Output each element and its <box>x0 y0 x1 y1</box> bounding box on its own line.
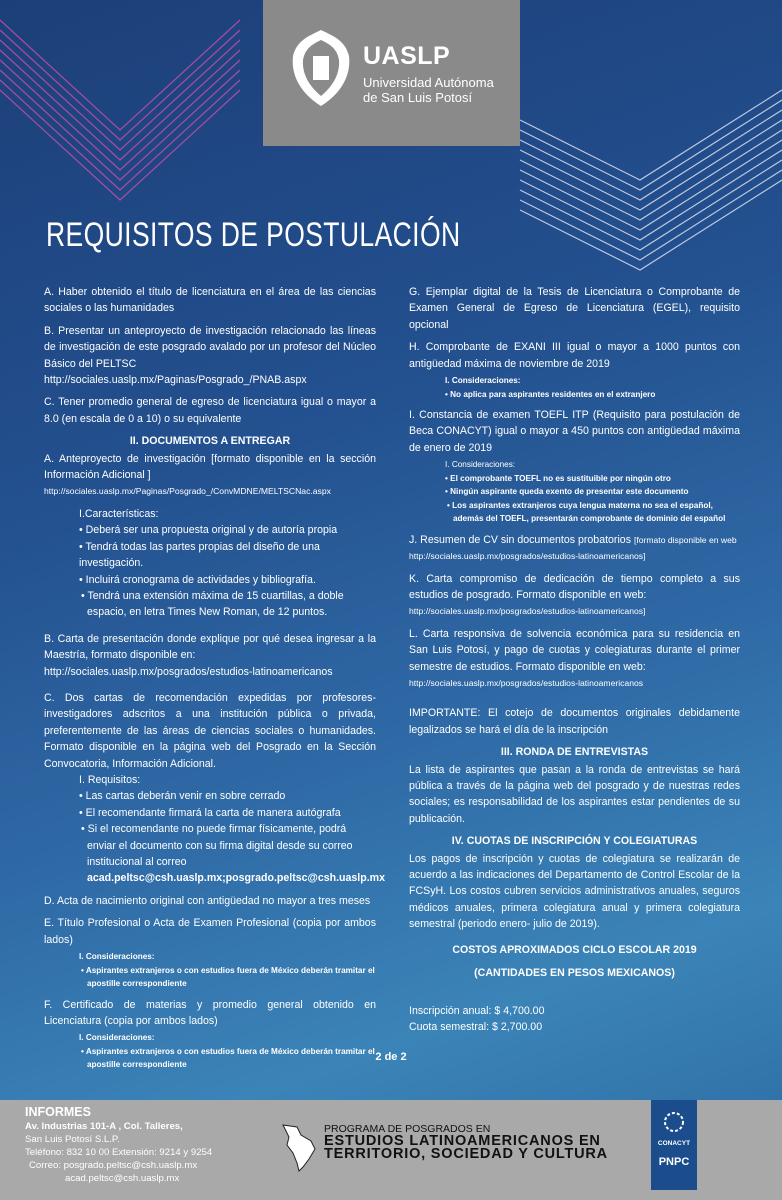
uaslp-shield-icon <box>287 26 355 110</box>
req-c: C. Tener promedio general de egreso de licenciatura igual o mayor a 8.0 (en escala de 0 a 10) o su equivalente <box>44 396 376 425</box>
uaslp-logo-box <box>263 0 520 146</box>
doc-f-considerations: I. Consideraciones: • Aspirantes extranjeros o con estudios fuera de México deberán tramitar el apostille correspondiente <box>79 1033 375 1070</box>
section-entrevistas: III. RONDA DE ENTREVISTAS <box>500 746 649 759</box>
section-documentos: II. DOCUMENTOS A ENTREGAR <box>129 435 291 448</box>
doc-h-considerations: I. Consideraciones: • No aplica para aspirantes residentes en el extranjero <box>445 376 656 399</box>
footer <box>0 1100 782 1200</box>
contact-info: Av. Industrias 101-A , Col. Talleres, San Luis Potosí S.L.P. Teléfono: 832 10 00 Extensión: 9214 y 9254 Correo: posgrado.peltsc@csh.uaslp.mx acad.peltsc@csh.uaslp.mx <box>25 1121 213 1184</box>
doc-e-considerations: I. Consideraciones: • Aspirantes extranjeros o con estudios fuera de México deberán tramitar el apostille correspondiente <box>79 952 375 989</box>
doc-k: K. Carta compromiso de dedicación de tiempo completo a sus estudios de posgrado. Formato disponible en web: http://sociales.uaslp.mx/posgrados/estudios-latinoamericanos] <box>409 572 740 617</box>
doc-a-url: http://sociales.uaslp.mx/Paginas/Posgrado_/ConvMDNE/MELTSCNac.aspx <box>44 486 331 497</box>
doc-f: F. Certificado de materias y promedio general obtenido en Licenciatura (copia por ambos lados) <box>44 998 376 1027</box>
doc-e: E. Título Profesional o Acta de Examen Profesional (copia por ambos lados) <box>44 917 376 946</box>
logo-university-name: Universidad Autónoma de San Luis Potosí <box>363 75 494 105</box>
informes-heading: INFORMES <box>25 1105 91 1119</box>
doc-j: J. Resumen de CV sin documentos probatorios [formato disponible en web http://sociales.uaslp.mx/posgrados/estudios-latinoamericanos] <box>409 533 737 562</box>
doc-a: A. Anteproyecto de investigación [formato disponible en la sección Información Adicional ] <box>44 452 376 482</box>
doc-l: L. Carta responsiva de solvencia económica para su residencia en San Luis Potosí, y pago de cuotas y colegiaturas durante el primer semestre de estudios. Formato disponible en web: http://sociales.uaslp.mx/posgrados/estudios-latinoamericanos <box>409 627 740 688</box>
semestral-cost: Cuota semestral: $ 2,700.00 <box>409 1021 543 1034</box>
doc-d: D. Acta de nacimiento original con antigüedad no mayor a tres meses <box>44 894 371 907</box>
page-number: 2 de 2 <box>375 1051 407 1063</box>
section-cuotas: IV. CUOTAS DE INSCRIPCIÓN Y COLEGIATURAS <box>451 835 698 848</box>
costos-heading: COSTOS APROXIMADOS CICLO ESCOLAR 2019 (CANTIDADES EN PESOS MEXICANOS) <box>452 943 697 979</box>
req-b-url: http://sociales.uaslp.mx/Paginas/Posgrado_/PNAB.aspx <box>44 374 307 387</box>
program-name: PROGRAMA DE POSGRADOS EN ESTUDIOS LATINOAMERICANOS EN TERRITORIO, SOCIEDAD Y CULTURA <box>324 1123 608 1162</box>
conacyt-pnpc-badge: CONACYT PNPC <box>651 1100 697 1190</box>
right-column <box>409 284 740 1036</box>
doc-i: I. Constancia de examen TOEFL ITP (Requisito para postulación de Beca CONACYT) igual o mayor a 450 puntos con antigüedad máxima de enero de 2019 <box>409 409 740 454</box>
doc-i-considerations: I. Consideraciones: • El comprobante TOEFL no es sustituible por ningún otro • Ningún aspirante queda exento de presentar este documento • Los aspirantes extranjeros cuya lengua materna no sea el español, además del TOEFL, presentarán comprobante de dominio del español <box>445 460 726 524</box>
doc-c-requirements: I. Requisitos: • Las cartas deberán venir en sobre cerrado • El recomendante firmará la carta de manera autógrafa • Si el recomendante no puede firmar físicamente, podrá enviar el documento con su firma digital desde su correo institucional al correo acad.peltsc@csh.uaslp.mx;posgrado.peltsc@csh.uaslp.mx <box>79 773 385 885</box>
inscripcion-cost: Inscripción anual: $ 4,700.00 <box>409 1004 545 1017</box>
doc-a-characteristics: I.Características: • Deberá ser una propuesta original y de autoría propia • Tendrá todas las partes propias del diseño de una investigación. • Incluirá cronograma de actividades y bibliografía. • Tendrá una extensión máxima de 15 cuartillas, a doble espacio, en letra Times New Roman, de 12 puntos. <box>79 507 344 619</box>
left-column <box>44 284 385 1078</box>
importante-note: IMPORTANTE: El cotejo de documentos originales debidamente legalizados se hará el día de la inscripción <box>409 707 740 736</box>
doc-b: B. Carta de presentación donde explique por qué desea ingresar a la Maestría, formato disponible en: http://sociales.uaslp.mx/posgrados/estudios-latinoamericanos <box>44 632 376 678</box>
doc-g: G. Ejemplar digital de la Tesis de Licenciatura o Comprobante de Examen General de Egreso de Licenciatura (EGEL), requisito opcional <box>409 286 740 331</box>
logo-acronym: UASLP <box>363 42 451 70</box>
entrevistas-text: La lista de aspirantes que pasan a la ronda de entrevistas se hará pública a través de la página web del posgrado y de nuestras redes sociales; es responsabilidad de los aspirantes estar pendientes de su publicación. <box>409 763 740 825</box>
conacyt-icon <box>664 1112 684 1132</box>
req-a: A. Haber obtenido el título de licenciatura en el área de las ciencias sociales o las humanidades <box>44 286 376 315</box>
latin-america-map-icon <box>281 1123 319 1173</box>
cuotas-text: Los pagos de inscripción y cuotas de colegiatura se realizarán de acuerdo a las indicaciones del Departamento de Control Escolar de la FCSyH. Los costos cubren servicios administrativos anuales, seguros médicos anuales, primera colegiatura anual y primera colegiatura semestral (periodo enero- julio de 2019). <box>409 852 740 931</box>
page-title: REQUISITOS DE POSTULACIÓN <box>46 216 461 254</box>
req-b: B. Presentar un anteproyecto de investigación relacionado las líneas de investigación de este posgrado avalado por un profesor del Núcleo Básico del PELTSC http://sociales.uaslp.mx/Paginas/Posgrado_/PNAB.aspx <box>44 323 376 389</box>
recommendation-email: acad.peltsc@csh.uaslp.mx;posgrado.peltsc@csh.uaslp.mx <box>87 872 385 885</box>
doc-c: C. Dos cartas de recomendación expedidas por profesores-investigadores adscritos a una institución pública o privada, preferentemente de las áreas de ciencias sociales o humanidades. Formato disponible en la página web del Posgrado en la Sección Convocatoria, Información Adicional. <box>44 691 376 770</box>
doc-h: H. Comprobante de EXANI III igual o mayor a 1000 puntos con antigüedad máxima de noviembre de 2019 <box>409 341 740 370</box>
